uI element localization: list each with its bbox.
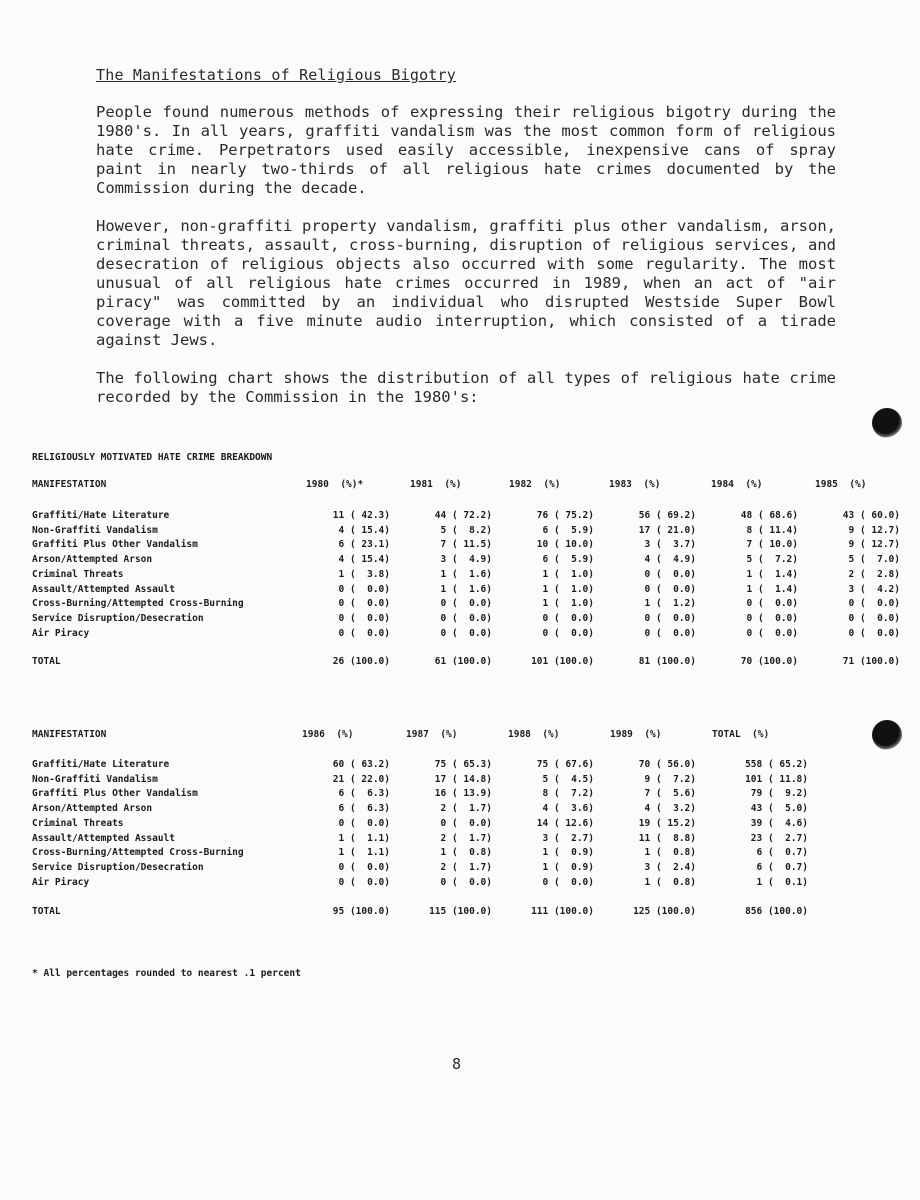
- table-cell: 6 ( 0.7): [756, 847, 808, 858]
- total-cell: 111 (100.0): [531, 906, 594, 917]
- table-cell: 1 ( 0.8): [644, 847, 696, 858]
- table-cell: 1 ( 0.8): [440, 847, 492, 858]
- table-cell: 9 ( 12.7): [848, 539, 900, 550]
- table-cell: 75 ( 67.6): [536, 759, 594, 770]
- table-cell: 16 ( 13.9): [434, 788, 492, 799]
- table-cell: 0 ( 0.0): [746, 628, 798, 639]
- paragraph-intro: People found numerous methods of expressing their religious bigotry during the 1980's. In all years, graffiti vandalism was the most common form of religious hate crime. Perpetrators used easily accessible, inexpensive cans of spray paint in nearly two-thirds of all religious hate crimes documented by the Commission during the decade.: [96, 103, 836, 197]
- total-cell: 81 (100.0): [638, 656, 696, 667]
- table-cell: 9 ( 7.2): [644, 774, 696, 785]
- table-cell: 11 ( 42.3): [332, 510, 390, 521]
- row-label: Graffiti Plus Other Vandalism: [32, 788, 198, 799]
- table-cell: 8 ( 7.2): [542, 788, 594, 799]
- table-cell: 101 ( 11.8): [745, 774, 808, 785]
- total-cell: 95 (100.0): [332, 906, 390, 917]
- row-label: Cross-Burning/Attempted Cross-Burning: [32, 598, 244, 609]
- paragraph-chart-intro: The following chart shows the distribution of all types of religious hate crime recorded by the Commission in the 1980's:: [96, 369, 836, 406]
- table-cell: 76 ( 75.2): [536, 510, 594, 521]
- row-label: Assault/Attempted Assault: [32, 584, 175, 595]
- table-cell: 75 ( 65.3): [434, 759, 492, 770]
- table-cell: 4 ( 3.6): [542, 803, 594, 814]
- column-header: TOTAL (%): [712, 729, 770, 740]
- total-label: TOTAL: [32, 656, 61, 667]
- total-cell: 61 (100.0): [434, 656, 492, 667]
- table-cell: 0 ( 0.0): [338, 584, 390, 595]
- row-label: Service Disruption/Desecration: [32, 862, 204, 873]
- table-cell: 6 ( 23.1): [338, 539, 390, 550]
- table-cell: 1 ( 1.4): [746, 584, 798, 595]
- table-cell: 0 ( 0.0): [746, 598, 798, 609]
- table-cell: 1 ( 0.9): [542, 862, 594, 873]
- column-header: 1982 (%): [509, 479, 561, 490]
- table-footnote: * All percentages rounded to nearest .1 percent: [32, 968, 301, 979]
- table-cell: 44 ( 72.2): [434, 510, 492, 521]
- column-header: 1989 (%): [610, 729, 662, 740]
- table-cell: 0 ( 0.0): [746, 613, 798, 624]
- row-label: Arson/Attempted Arson: [32, 803, 153, 814]
- table-cell: 1 ( 1.4): [746, 569, 798, 580]
- table-cell: 1 ( 1.2): [644, 598, 696, 609]
- column-header: 1983 (%): [609, 479, 661, 490]
- column-header: 1980 (%)*: [306, 479, 364, 490]
- table-cell: 1 ( 0.9): [542, 847, 594, 858]
- table-cell: 4 ( 3.2): [644, 803, 696, 814]
- manifestation-header: MANIFESTATION: [32, 479, 107, 490]
- table-cell: 14 ( 12.6): [536, 818, 594, 829]
- table-cell: 17 ( 14.8): [434, 774, 492, 785]
- table-cell: 1 ( 3.8): [338, 569, 390, 580]
- table-cell: 1 ( 1.0): [542, 569, 594, 580]
- table-cell: 19 ( 15.2): [638, 818, 696, 829]
- table-cell: 17 ( 21.0): [638, 525, 696, 536]
- table-cell: 2 ( 1.7): [440, 803, 492, 814]
- column-header: 1984 (%): [711, 479, 763, 490]
- table-cell: 0 ( 0.0): [440, 628, 492, 639]
- table-cell: 3 ( 2.7): [542, 833, 594, 844]
- table-cell: 23 ( 2.7): [750, 833, 808, 844]
- row-label: Graffiti/Hate Literature: [32, 510, 170, 521]
- table-cell: 43 ( 5.0): [750, 803, 808, 814]
- table-cell: 0 ( 0.0): [644, 569, 696, 580]
- table-cell: 0 ( 0.0): [848, 598, 900, 609]
- table-cell: 6 ( 6.3): [338, 788, 390, 799]
- table-cell: 6 ( 5.9): [542, 525, 594, 536]
- table-cell: 2 ( 2.8): [848, 569, 900, 580]
- table-cell: 0 ( 0.0): [338, 818, 390, 829]
- total-label: TOTAL: [32, 906, 61, 917]
- table-cell: 1 ( 0.1): [756, 877, 808, 888]
- table-cell: 0 ( 0.0): [338, 877, 390, 888]
- row-label: Graffiti/Hate Literature: [32, 759, 170, 770]
- table-cell: 3 ( 3.7): [644, 539, 696, 550]
- page-number: 8: [452, 1055, 462, 1073]
- table-cell: 60 ( 63.2): [332, 759, 390, 770]
- total-cell: 101 (100.0): [531, 656, 594, 667]
- table-cell: 1 ( 1.0): [542, 584, 594, 595]
- table-cell: 1 ( 1.0): [542, 598, 594, 609]
- table-cell: 3 ( 4.9): [440, 554, 492, 565]
- table-cell: 1 ( 0.8): [644, 877, 696, 888]
- paragraph-other-crimes: However, non-graffiti property vandalism, graffiti plus other vandalism, arson, criminal threats, assault, cross-burning, disruption of religious services, and desecration of religious objects also occurred with some regularity. The most unusual of all religious hate crimes occurred in 1989, when an act of "air piracy" was committed by an individual who disrupted Westside Super Bowl coverage with a five minute audio interruption, which consisted of a tirade against Jews.: [96, 217, 836, 349]
- table-cell: 9 ( 12.7): [848, 525, 900, 536]
- table-cell: 1 ( 1.6): [440, 569, 492, 580]
- table-cell: 0 ( 0.0): [338, 613, 390, 624]
- table-cell: 48 ( 68.6): [740, 510, 798, 521]
- row-label: Criminal Threats: [32, 569, 124, 580]
- table-cell: 3 ( 2.4): [644, 862, 696, 873]
- column-header: 1988 (%): [508, 729, 560, 740]
- table-cell: 7 ( 5.6): [644, 788, 696, 799]
- table-cell: 6 ( 5.9): [542, 554, 594, 565]
- row-label: Graffiti Plus Other Vandalism: [32, 539, 198, 550]
- table-cell: 0 ( 0.0): [644, 628, 696, 639]
- table-cell: 0 ( 0.0): [440, 598, 492, 609]
- table-cell: 0 ( 0.0): [848, 613, 900, 624]
- row-label: Air Piracy: [32, 877, 90, 888]
- table-cell: 8 ( 11.4): [746, 525, 798, 536]
- punch-hole-icon: [872, 408, 902, 438]
- table-cell: 11 ( 8.8): [638, 833, 696, 844]
- table-cell: 0 ( 0.0): [440, 818, 492, 829]
- table-cell: 6 ( 0.7): [756, 862, 808, 873]
- table-cell: 558 ( 65.2): [745, 759, 808, 770]
- table-cell: 5 ( 7.2): [746, 554, 798, 565]
- column-header: 1985 (%): [815, 479, 867, 490]
- table-cell: 0 ( 0.0): [338, 598, 390, 609]
- table-cell: 0 ( 0.0): [644, 584, 696, 595]
- row-label: Cross-Burning/Attempted Cross-Burning: [32, 847, 244, 858]
- row-label: Arson/Attempted Arson: [32, 554, 153, 565]
- column-header: 1987 (%): [406, 729, 458, 740]
- table-cell: 0 ( 0.0): [542, 877, 594, 888]
- table-cell: 4 ( 4.9): [644, 554, 696, 565]
- section-heading: The Manifestations of Religious Bigotry: [96, 66, 456, 84]
- table-cell: 0 ( 0.0): [440, 877, 492, 888]
- total-cell: 71 (100.0): [842, 656, 900, 667]
- table-cell: 56 ( 69.2): [638, 510, 696, 521]
- table-cell: 5 ( 7.0): [848, 554, 900, 565]
- table-cell: 0 ( 0.0): [848, 628, 900, 639]
- total-cell: 70 (100.0): [740, 656, 798, 667]
- total-cell: 115 (100.0): [429, 906, 492, 917]
- table-cell: 0 ( 0.0): [338, 862, 390, 873]
- table-cell: 21 ( 22.0): [332, 774, 390, 785]
- table-cell: 0 ( 0.0): [542, 613, 594, 624]
- table-cell: 0 ( 0.0): [338, 628, 390, 639]
- row-label: Criminal Threats: [32, 818, 124, 829]
- table-cell: 1 ( 1.1): [338, 833, 390, 844]
- table-cell: 10 ( 10.0): [536, 539, 594, 550]
- total-cell: 26 (100.0): [332, 656, 390, 667]
- table-cell: 1 ( 1.6): [440, 584, 492, 595]
- column-header: 1986 (%): [302, 729, 354, 740]
- table-cell: 6 ( 6.3): [338, 803, 390, 814]
- table-cell: 5 ( 8.2): [440, 525, 492, 536]
- table-cell: 5 ( 4.5): [542, 774, 594, 785]
- table-title: RELIGIOUSLY MOTIVATED HATE CRIME BREAKDOWN: [32, 452, 273, 463]
- table-cell: 39 ( 4.6): [750, 818, 808, 829]
- table-cell: 70 ( 56.0): [638, 759, 696, 770]
- table-cell: 0 ( 0.0): [644, 613, 696, 624]
- row-label: Service Disruption/Desecration: [32, 613, 204, 624]
- row-label: Air Piracy: [32, 628, 90, 639]
- row-label: Assault/Attempted Assault: [32, 833, 175, 844]
- table-cell: 2 ( 1.7): [440, 833, 492, 844]
- table-cell: 2 ( 1.7): [440, 862, 492, 873]
- punch-hole-icon: [872, 720, 902, 750]
- total-cell: 856 (100.0): [745, 906, 808, 917]
- table-cell: 4 ( 15.4): [338, 554, 390, 565]
- table-cell: 3 ( 4.2): [848, 584, 900, 595]
- table-cell: 4 ( 15.4): [338, 525, 390, 536]
- total-cell: 125 (100.0): [633, 906, 696, 917]
- table-cell: 0 ( 0.0): [542, 628, 594, 639]
- table-cell: 79 ( 9.2): [750, 788, 808, 799]
- table-cell: 7 ( 11.5): [440, 539, 492, 550]
- table-cell: 43 ( 60.0): [842, 510, 900, 521]
- manifestation-header: MANIFESTATION: [32, 729, 107, 740]
- column-header: 1981 (%): [410, 479, 462, 490]
- table-cell: 7 ( 10.0): [746, 539, 798, 550]
- row-label: Non-Graffiti Vandalism: [32, 525, 158, 536]
- table-cell: 0 ( 0.0): [440, 613, 492, 624]
- table-cell: 1 ( 1.1): [338, 847, 390, 858]
- row-label: Non-Graffiti Vandalism: [32, 774, 158, 785]
